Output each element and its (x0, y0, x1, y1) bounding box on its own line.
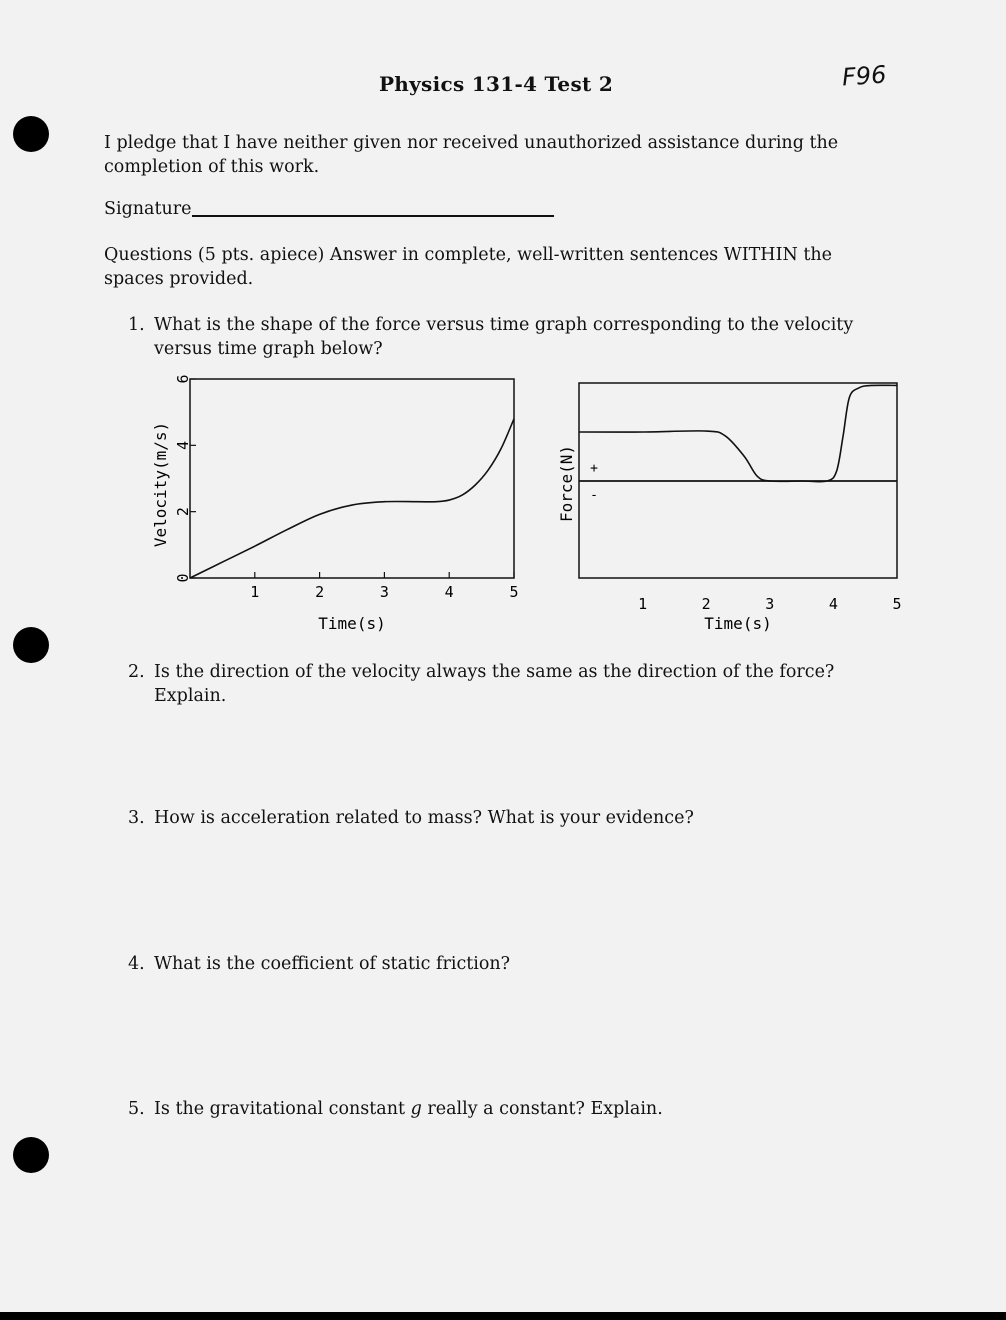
question-text: How is acceleration related to mass? What is your evidence? (154, 808, 694, 828)
velocity-series-line (190, 419, 514, 578)
x-tick-label: 1 (250, 583, 260, 601)
question-5 (128, 1097, 893, 1121)
negative-sign-label: - (590, 488, 598, 503)
handwritten-note: F96 (841, 60, 888, 92)
x-tick-label: 2 (315, 583, 325, 601)
question-4 (128, 952, 893, 976)
question-number: 5. (128, 1099, 145, 1119)
pledge-text: I pledge that I have neither given nor received unauthorized assistance during the completion of this work. (104, 133, 839, 177)
y-axis-label: Force(N) (557, 444, 576, 523)
question-number: 4. (128, 954, 145, 974)
question-number: 1. (128, 315, 145, 335)
velocity-time-chart (140, 366, 540, 638)
x-tick-label: 4 (444, 583, 454, 601)
signature-line[interactable] (192, 215, 554, 217)
x-tick-label: 4 (828, 595, 838, 613)
y-tick-label: 6 (174, 374, 192, 384)
force-time-chart (548, 366, 918, 638)
plot-frame (190, 379, 514, 578)
y-tick-label: 0 (174, 573, 192, 583)
x-tick-label: 1 (638, 595, 648, 613)
question-number: 2. (128, 662, 145, 682)
y-axis-label: Velocity(m/s) (151, 421, 170, 548)
x-axis-label: Time(s) (704, 614, 772, 633)
question-2 (128, 660, 893, 708)
x-tick-label: 3 (379, 583, 389, 601)
instructions-text: Questions (5 pts. apiece) Answer in complete, well-written sentences WITHIN the spaces provided. (104, 245, 833, 289)
question-text: Is the direction of the velocity always the same as the direction of the force? Explain. (154, 662, 835, 706)
x-tick-label: 5 (892, 595, 902, 613)
force-series-line (579, 385, 897, 481)
scan-edge (0, 1312, 1006, 1320)
question-text: What is the shape of the force versus time graph corresponding to the velocity versus time graph below? (154, 315, 854, 359)
signature-label: Signature (104, 199, 192, 219)
question-text: What is the coefficient of static friction? (154, 954, 511, 974)
y-tick-label: 2 (174, 507, 192, 517)
question-text: Is the gravitational constant g really a constant? Explain. (154, 1099, 663, 1119)
punch-hole-middle (13, 627, 49, 663)
question-1 (128, 313, 893, 361)
punch-hole-bottom (13, 1137, 49, 1173)
x-tick-label: 3 (765, 595, 775, 613)
x-tick-label: 5 (509, 583, 519, 601)
question-3 (128, 806, 893, 830)
y-tick-label: 4 (174, 440, 192, 450)
punch-hole-top (13, 116, 49, 152)
variable-g: g (410, 1099, 422, 1119)
x-tick-label: 2 (701, 595, 711, 613)
positive-sign-label: + (590, 461, 598, 476)
x-axis-label: Time(s) (318, 614, 386, 633)
question-number: 3. (128, 808, 145, 828)
page-title: Physics 131-4 Test 2 (378, 72, 614, 96)
